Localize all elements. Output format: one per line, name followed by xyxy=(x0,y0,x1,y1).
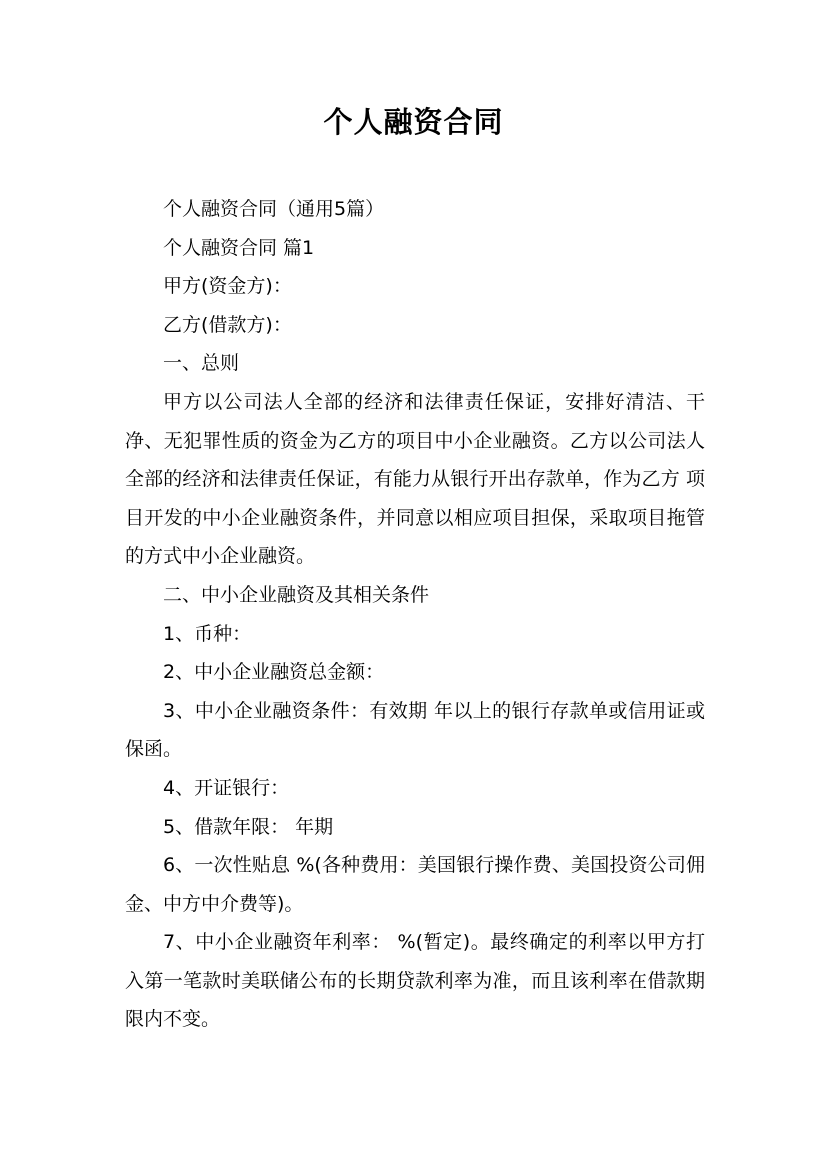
document-title: 个人融资合同 xyxy=(323,105,504,139)
paragraph-general-terms: 甲方以公司法人全部的经济和法律责任保证，安排好清洁、干净、无犯罪性质的资金为乙方的项目中小企业融资。乙方以公司法人全部的经济和法律责任保证，有能力从银行开出存款单，作为乙方 项目开发的中小企业融资条件，并同意以相应项目担保，采取项目拖管的方式中小企业融资。 xyxy=(125,390,705,568)
section-heading-general: 一、总则 xyxy=(163,352,240,375)
paragraph-subtitle: 个人融资合同（通用5篇） xyxy=(163,198,385,220)
clause-issuing-bank: 4、开证银行： xyxy=(163,776,290,799)
clause-discount-interest: 6、一次性贴息 %(各种费用：美国银行操作费、美国投资公司佣金、中方中介费等)。 xyxy=(125,854,705,915)
clause-total-amount: 2、中小企业融资总金额： xyxy=(163,661,385,684)
paragraph-party-b: 乙方(借款方)： xyxy=(163,313,292,336)
clause-loan-term: 5、借款年限： 年期 xyxy=(163,815,334,838)
clause-annual-rate: 7、中小企业融资年利率： %(暂定)。最终确定的利率以甲方打入第一笔款时美联储公布的长期贷款利率为准，而且该利率在借款期限内不变。 xyxy=(125,931,705,1031)
document-body xyxy=(125,190,705,1039)
clause-currency: 1、币种： xyxy=(163,622,252,645)
clause-financing-conditions: 3、中小企业融资条件：有效期 年以上的银行存款单或信用证或保函。 xyxy=(125,699,705,761)
paragraph-party-a: 甲方(资金方)： xyxy=(163,275,292,298)
section-heading-financing-conditions: 二、中小企业融资及其相关条件 xyxy=(163,583,430,606)
paragraph-contract-heading: 个人融资合同 篇1 xyxy=(163,236,315,259)
